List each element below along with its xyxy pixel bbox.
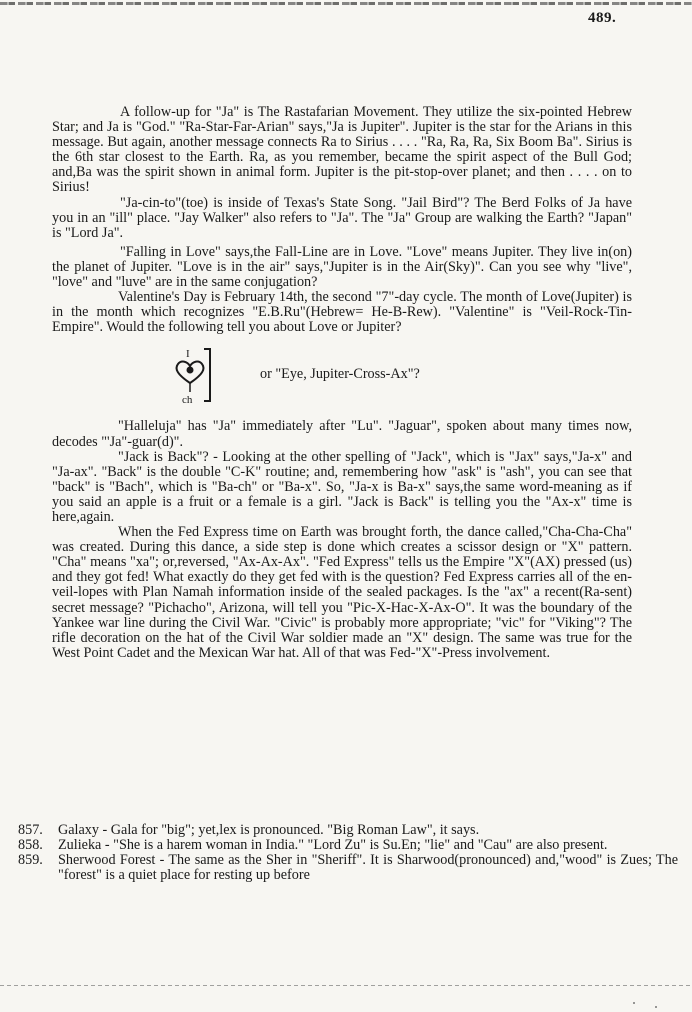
item-number: 857. <box>18 822 43 838</box>
item-text: Sherwood Forest - The same as the Sher in "Sheriff". It is Sharwood(pronounced) and,"wood" is Zues; The "forest" is a quiet place for resting up before <box>58 852 678 884</box>
list-item <box>18 823 682 838</box>
symbol-bottom-letters: ch <box>182 394 193 407</box>
symbol-figure <box>52 345 632 409</box>
paragraph-jacinto: "Ja-cin-to"(toe) is inside of Texas's State Song. "Jail Bird"? The Berd Folks of Ja have you in an "ill" place. "Jay Walker" also refers to "Ja". The "Ja" Group are walking the Earth? "Japan" is "Lord Ja". <box>52 194 632 241</box>
paragraph-falling-in-love: "Falling in Love" says,the Fall-Line are in Love. "Love" means Jupiter. They live in(on) the planet of Jupiter. "Love is in the air" says,"Jupiter is in the Air(Sky)". Can you see why "live", "love" and "luve" are in the same conjugation? <box>52 243 632 291</box>
paragraph-rastafarian: A follow-up for "Ja" is The Rastafarian Movement. They utilize the six-pointed Hebrew Star; and Ja is "God." "Ra-Star-Far-Arian" says,"Ja is Jupiter". Jupiter is the star for the Arians in this message. But again, another message connects Ra to Sirius . . . . "Ra, Ra, Ra, Six Boom Ba". Sirius is the 6th star closest to the Earth. Ra, as you remember, became the spirit aspect of the Bull God; and,Ba was the spirit shown in animal form. Jupiter is the pit-stop-over planet; and then . . . . on to Sirius! <box>52 104 632 196</box>
item-number: 858. <box>18 837 43 854</box>
item-number: 859. <box>18 852 43 869</box>
scan-bottom-edge <box>0 985 692 986</box>
paragraph-halleluja: "Halleluja" has "Ja" immediately after "Lu". "Jaguar", spoken about many times now, decodes "'Ja"-guar(d)". <box>52 418 632 450</box>
heart-cross-symbol-icon <box>170 345 214 407</box>
page-number: 489. <box>588 10 617 26</box>
scan-speck <box>655 1006 657 1008</box>
item-text: Zulieka - "She is a harem woman in India." "Lord Zu" is Su.En; "lie" and "Cau" are also present. <box>58 837 608 854</box>
paragraph-jack-is-back: "Jack is Back"? - Looking at the other spelling of "Jack", which is "Jax" says,"Ja-x" and "Ja-ax". "Back" is the double "C-K" routine; and, remembering how "ask" is "ash", you can see that "back" is "Bach", which is "Ba-ch" or "Ba-x". So, "Ja-x is Ba-x" says,the same word-meaning as if you said an apple is a fruit or a female is a girl. "Jack is Back" is telling you the "Ax-x" time is here,again. <box>52 448 632 525</box>
list-item <box>18 838 682 853</box>
numbered-items <box>18 823 682 883</box>
symbol-top-letter: I <box>186 348 190 361</box>
scan-top-edge <box>0 2 692 5</box>
main-text <box>52 105 632 661</box>
paragraph-fed-express: When the Fed Express time on Earth was brought forth, the dance called,"Cha-Cha-Cha" was created. During this dance, a side step is done which creates a scissor design or "X" pattern. "Cha" means "xa"; or,reversed, "Ax-Ax-Ax". "Fed Express" tells us the Empire "X"(AX) pressed (us) and they got fed! What exactly do they get fed with is the question? Fed Express carries all of the en-veil-lopes with Plan Namah information inside of the sealed packages. Is the "ax" a recent(Ra-sent) secret message? "Pichacho", Arizona, will tell you "Pic-X-Hac-X-Ax-O". It was the boundary of the Yankee war line during the Civil War. "Civic" is probably more appropriate; "vic" for "Viking"? The rifle decoration on the hat of the Civil War soldier made an "X" design. The same was true for the West Point Cadet and the Mexican War hat. All of that was Fed-"X"-Press involvement. <box>52 524 632 661</box>
symbol-caption: or "Eye, Jupiter-Cross-Ax"? <box>260 366 420 383</box>
scan-speck <box>633 1002 635 1004</box>
item-text: Galaxy - Gala for "big"; yet,lex is pronounced. "Big Roman Law", it says. <box>58 822 480 838</box>
list-item <box>18 853 682 883</box>
paragraph-valentine: Valentine's Day is February 14th, the second "7"-day cycle. The month of Love(Jupiter) is in the month which recognizes "E.B.Ru"(Hebrew= He-B-Rew). "Valentine" is "Veil-Rock-Tin-Empire". Would the following tell you about Love or Jupiter? <box>52 289 632 336</box>
